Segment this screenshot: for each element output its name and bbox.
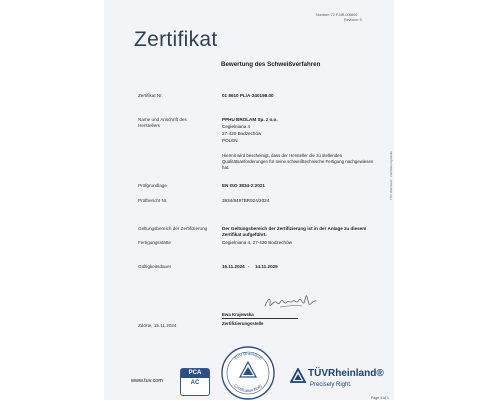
tuv-brand-name: TÜVRheinland®: [308, 368, 384, 379]
website-link[interactable]: www.tuv.com: [131, 378, 163, 384]
company-name: PPHU BROLAM Sp. z o.o.: [222, 117, 278, 122]
place-date: Zdörte, 15.11.2024: [138, 323, 177, 328]
address-line2: 27-420 Bodzechów: [222, 131, 262, 136]
basis-value: EN ISO 3834-2:2021: [222, 183, 265, 188]
address-country: POLEN: [222, 138, 238, 143]
certificate-subtitle: Bewertung des Schweißverfahren: [221, 61, 321, 68]
statement-text: Hiermit wird bescheinigt, dass der Hersteller die zu stellenden Qualitätsanforderungen für seine schweißtechnische Fertigung nachgewiesen hat.: [222, 153, 374, 170]
address-line1: Cegielniana 4: [222, 124, 251, 129]
validity-to: 14.11.2029: [255, 264, 278, 269]
report-value: 3834/8497BR924/2024: [222, 198, 270, 203]
cert-number-value: 01 8610 PL/A-240198.00: [222, 93, 274, 98]
page-number: Page 1 of 1: [371, 396, 389, 400]
manufacturer-label-line2: Herstellers: [138, 123, 160, 128]
basis-label: Prüfgrundlage: [138, 183, 167, 188]
validity-from: 15.11.2024: [222, 264, 245, 269]
seal-bottom-text: Certification Body: [233, 382, 263, 394]
report-label: Prüfbericht Nr.: [138, 198, 168, 203]
site-value: Cegielniana 4, 27-420 Bodzechów: [222, 240, 292, 245]
validity-separator: -: [248, 264, 250, 269]
pca-logo-top: PCA: [181, 369, 209, 378]
scope-value: Der Geltungsbereich der Zertifizierung ist in der Anlage zu diesem Zertifikat aufgeführt.: [222, 226, 367, 238]
tuv-tagline: Precisely Right.: [310, 382, 352, 388]
revision-number: Revision: 0: [344, 18, 362, 22]
validity-label: Gültigkeitsdauer: [138, 264, 172, 269]
document-number: Number: 72 F-NR-006692: [316, 13, 358, 17]
tuv-triangle-icon: [290, 368, 306, 383]
seal-top-text: TÜV Rheinland: [233, 350, 263, 361]
certification-seal: [220, 345, 276, 401]
manufacturer-label-line1: Name und Anschrift des: [138, 117, 187, 122]
cert-number-label: Zertifikat Nr.: [138, 93, 163, 98]
side-margin-text: TÜV Rheinland · Zertifizierungsstelle: [389, 151, 393, 200]
pca-accreditation-logo: [180, 368, 210, 396]
scope-label: Geltungsbereich der Zertifizierung: [138, 226, 208, 231]
handwritten-signature: [262, 292, 322, 314]
signature-rule: [222, 318, 298, 319]
signatory-role: Zertifizierungsstelle: [222, 321, 264, 326]
site-label: Fertigungsstätte: [138, 240, 171, 245]
certificate-title: Zertifikat: [134, 28, 218, 51]
pca-logo-mid: AC: [190, 380, 200, 386]
signatory-name: Ewa Krajewska: [222, 312, 254, 317]
